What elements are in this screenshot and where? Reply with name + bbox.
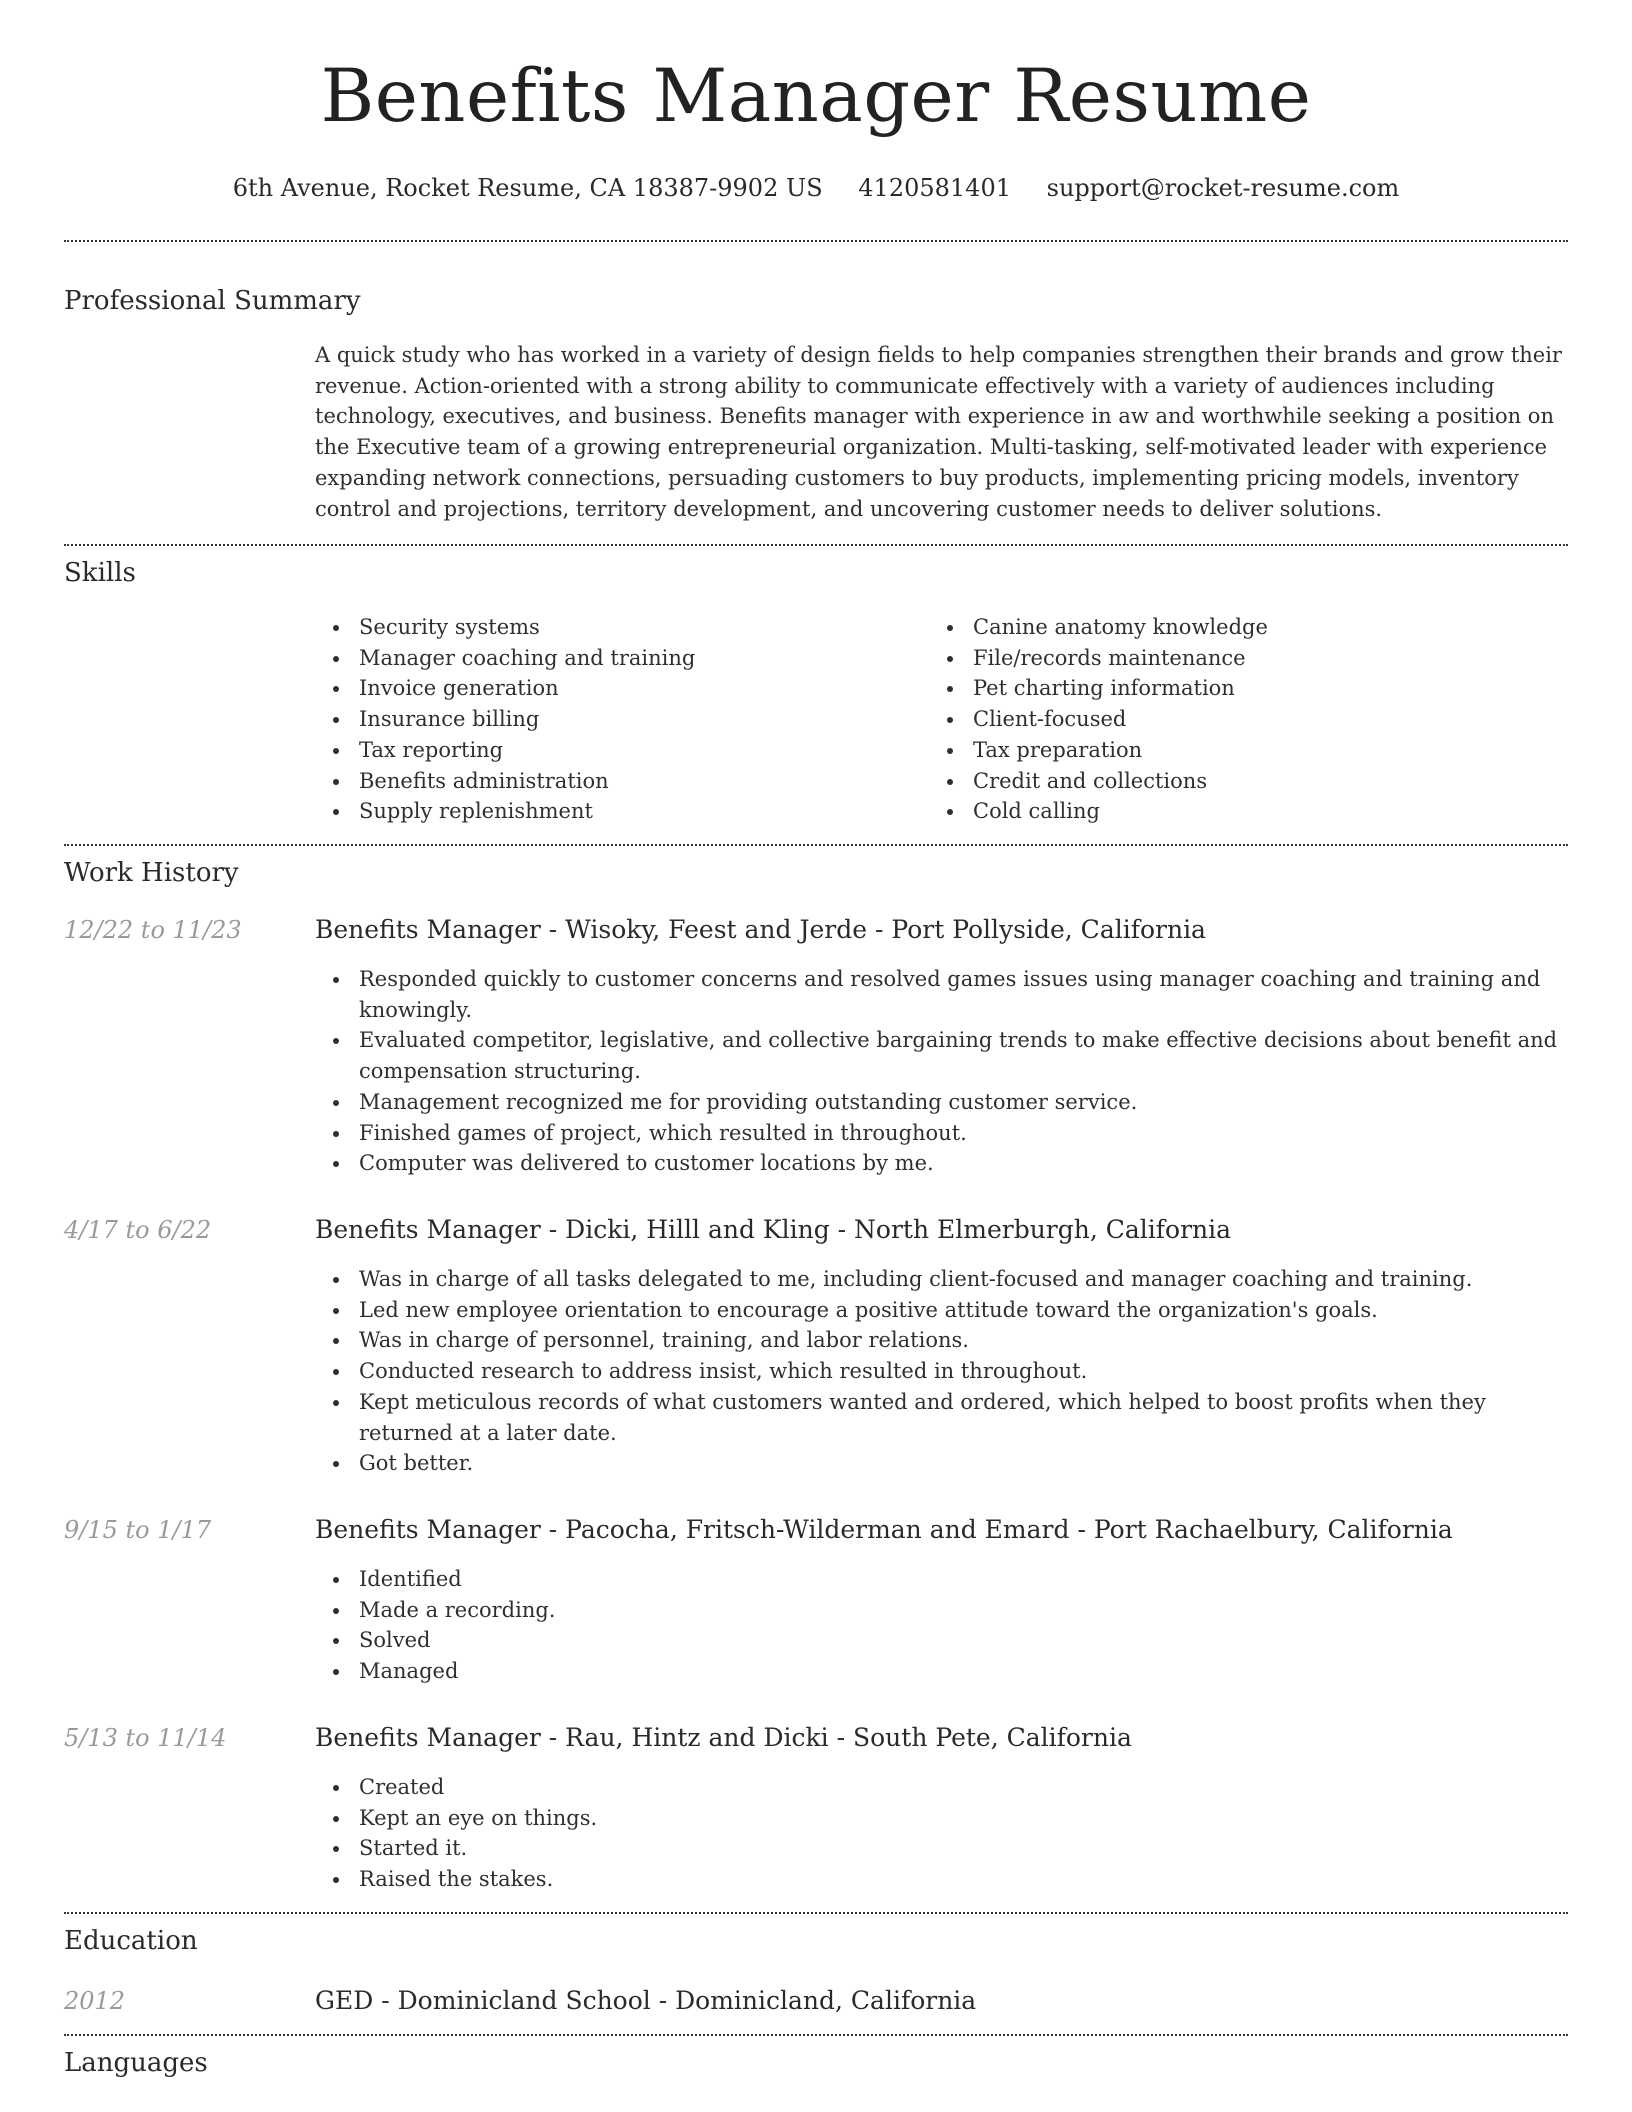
skill-item: File/records maintenance [929,643,1529,674]
job-bullet: Kept an eye on things. [315,1803,1568,1834]
job-bullets [315,964,1568,1179]
skills-list-left [315,612,915,827]
job-bullet: Raised the stakes. [315,1864,1568,1895]
contact-line [64,172,1568,204]
skill-item: Client-focused [929,704,1529,735]
job-bullet: Got better. [315,1448,1568,1479]
job-bullet: Solved [315,1625,1568,1656]
skills-heading: Skills [64,558,136,588]
skill-item: Invoice generation [315,673,915,704]
job-title: Benefits Manager - Wisoky, Feest and Jerde - Port Pollyside, California [315,915,1206,944]
divider [64,544,1568,546]
job-title: Benefits Manager - Dicki, Hilll and Kling - North Elmerburgh, California [315,1215,1232,1244]
job-bullet: Responded quickly to customer concerns and resolved games issues using manager coaching and training and knowingly. [315,964,1568,1025]
work-heading: Work History [64,858,239,888]
job-bullet: Managed [315,1656,1568,1687]
skill-item: Pet charting information [929,673,1529,704]
job-bullet: Started it. [315,1833,1568,1864]
skill-item: Canine anatomy knowledge [929,612,1529,643]
job-bullet: Made a recording. [315,1595,1568,1626]
divider [64,844,1568,846]
job-bullet: Evaluated competitor, legislative, and collective bargaining trends to make effective decisions about benefit and compensation structuring. [315,1025,1568,1086]
job-bullet: Finished games of project, which resulted in throughout. [315,1118,1568,1149]
skill-item: Cold calling [929,796,1529,827]
skill-item: Tax reporting [315,735,915,766]
education-heading: Education [64,1926,198,1956]
job-bullet: Kept meticulous records of what customers wanted and ordered, which helped to boost profits when they returned at a later date. [315,1387,1568,1448]
job-bullet: Conducted research to address insist, which resulted in throughout. [315,1356,1568,1387]
job-dates: 9/15 to 1/17 [64,1516,212,1544]
page-title: Benefits Manager Resume [320,54,1312,139]
skill-item: Tax preparation [929,735,1529,766]
job-bullets [315,1564,1568,1687]
job-bullet: Was in charge of all tasks delegated to me, including client-focused and manager coaching and training. [315,1264,1568,1295]
job-bullet: Management recognized me for providing outstanding customer service. [315,1087,1568,1118]
job-dates: 12/22 to 11/23 [64,916,242,944]
job-bullet: Computer was delivered to customer locations by me. [315,1148,1568,1179]
contact-phone: 4120581401 [858,174,1011,202]
skill-item: Supply replenishment [315,796,915,827]
skill-item: Benefits administration [315,766,915,797]
education-title: GED - Dominicland School - Dominicland, California [315,1986,977,2015]
job-bullet: Identified [315,1564,1568,1595]
job-bullets [315,1772,1568,1895]
job-title: Benefits Manager - Pacocha, Fritsch-Wilderman and Emard - Port Rachaelbury, California [315,1515,1453,1544]
job-bullet: Created [315,1772,1568,1803]
divider [64,240,1568,242]
skill-item: Security systems [315,612,915,643]
skill-item: Insurance billing [315,704,915,735]
skill-item: Credit and collections [929,766,1529,797]
summary-heading: Professional Summary [64,286,361,316]
job-title: Benefits Manager - Rau, Hintz and Dicki - South Pete, California [315,1723,1132,1752]
divider [64,2034,1568,2036]
contact-email: support@rocket-resume.com [1046,174,1400,202]
contact-address: 6th Avenue, Rocket Resume, CA 18387-9902 US [232,174,823,202]
job-dates: 5/13 to 11/14 [64,1724,227,1752]
education-dates: 2012 [64,1987,126,2015]
skills-list-right [929,612,1529,827]
job-bullet: Led new employee orientation to encourage a positive attitude toward the organization's goals. [315,1295,1568,1326]
job-bullets [315,1264,1568,1479]
job-bullet: Was in charge of personnel, training, and labor relations. [315,1325,1568,1356]
languages-heading: Languages [64,2048,208,2078]
summary-text: A quick study who has worked in a variety of design fields to help companies strengthen their brands and grow their revenue. Action-oriented with a strong ability to communicate effectively with a variety of audiences including technology, executives, and business. Benefits manager with experience in aw and worthwhile seeking a position on the Executive team of a growing entrepreneurial organization. Multi-tasking, self-motivated leader with experience expanding network connections, persuading customers to buy products, implementing pricing models, inventory control and projections, territory development, and uncovering customer needs to deliver solutions. [315,343,1562,521]
job-dates: 4/17 to 6/22 [64,1216,212,1244]
divider [64,1912,1568,1914]
skill-item: Manager coaching and training [315,643,915,674]
